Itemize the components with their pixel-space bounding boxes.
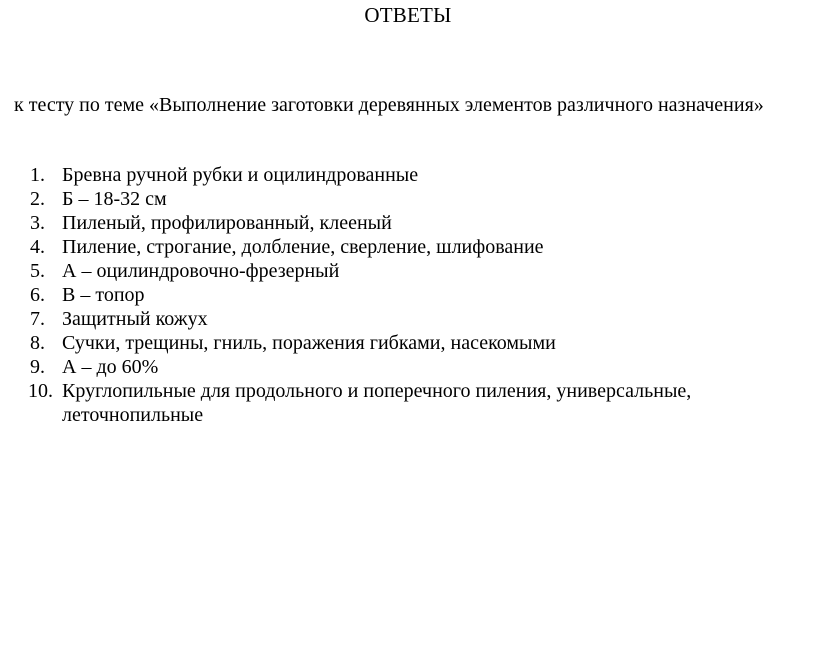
answer-text: Бревна ручной рубки и оцилиндрованные [62, 164, 419, 186]
answer-text: Защитный кожух [62, 308, 208, 330]
answer-number: 10. [28, 380, 53, 402]
answer-item [0, 211, 742, 235]
answer-item [0, 283, 742, 307]
page-subtitle: к тесту по теме «Выполнение заготовки деревянных элементов различного назначения» [14, 94, 764, 116]
answer-number: 2. [30, 188, 45, 210]
answer-number: 4. [30, 236, 45, 258]
answer-item [0, 163, 742, 187]
answer-number: 5. [30, 260, 45, 282]
answer-text: Пиление, строгание, долбление, сверление, шлифование [62, 236, 544, 258]
answer-item [0, 187, 742, 211]
answer-number: 6. [30, 284, 45, 306]
answer-item [0, 235, 742, 259]
answer-text: Б – 18-32 см [62, 188, 167, 210]
answer-text: А – до 60% [62, 356, 159, 378]
page-title: ОТВЕТЫ [364, 3, 452, 27]
answer-item [0, 259, 742, 283]
answer-number: 7. [30, 308, 45, 330]
answer-number: 8. [30, 332, 45, 354]
answer-item [0, 355, 742, 379]
answer-item [0, 307, 742, 331]
answer-text: А – оцилиндровочно-фрезерный [62, 260, 340, 282]
answer-text: Сучки, трещины, гниль, поражения гибками, насекомыми [62, 332, 556, 354]
answer-text: В – топор [62, 284, 145, 306]
answer-text: Круглопильные для продольного и поперечного пиления, универсальные, леточнопильные [62, 380, 692, 426]
answer-number: 3. [30, 212, 45, 234]
answers-list [0, 163, 816, 427]
answer-number: 1. [30, 164, 45, 186]
answer-item [0, 331, 742, 355]
answer-number: 9. [30, 356, 45, 378]
answer-text: Пиленый, профилированный, клееный [62, 212, 392, 234]
answer-item [0, 379, 742, 427]
